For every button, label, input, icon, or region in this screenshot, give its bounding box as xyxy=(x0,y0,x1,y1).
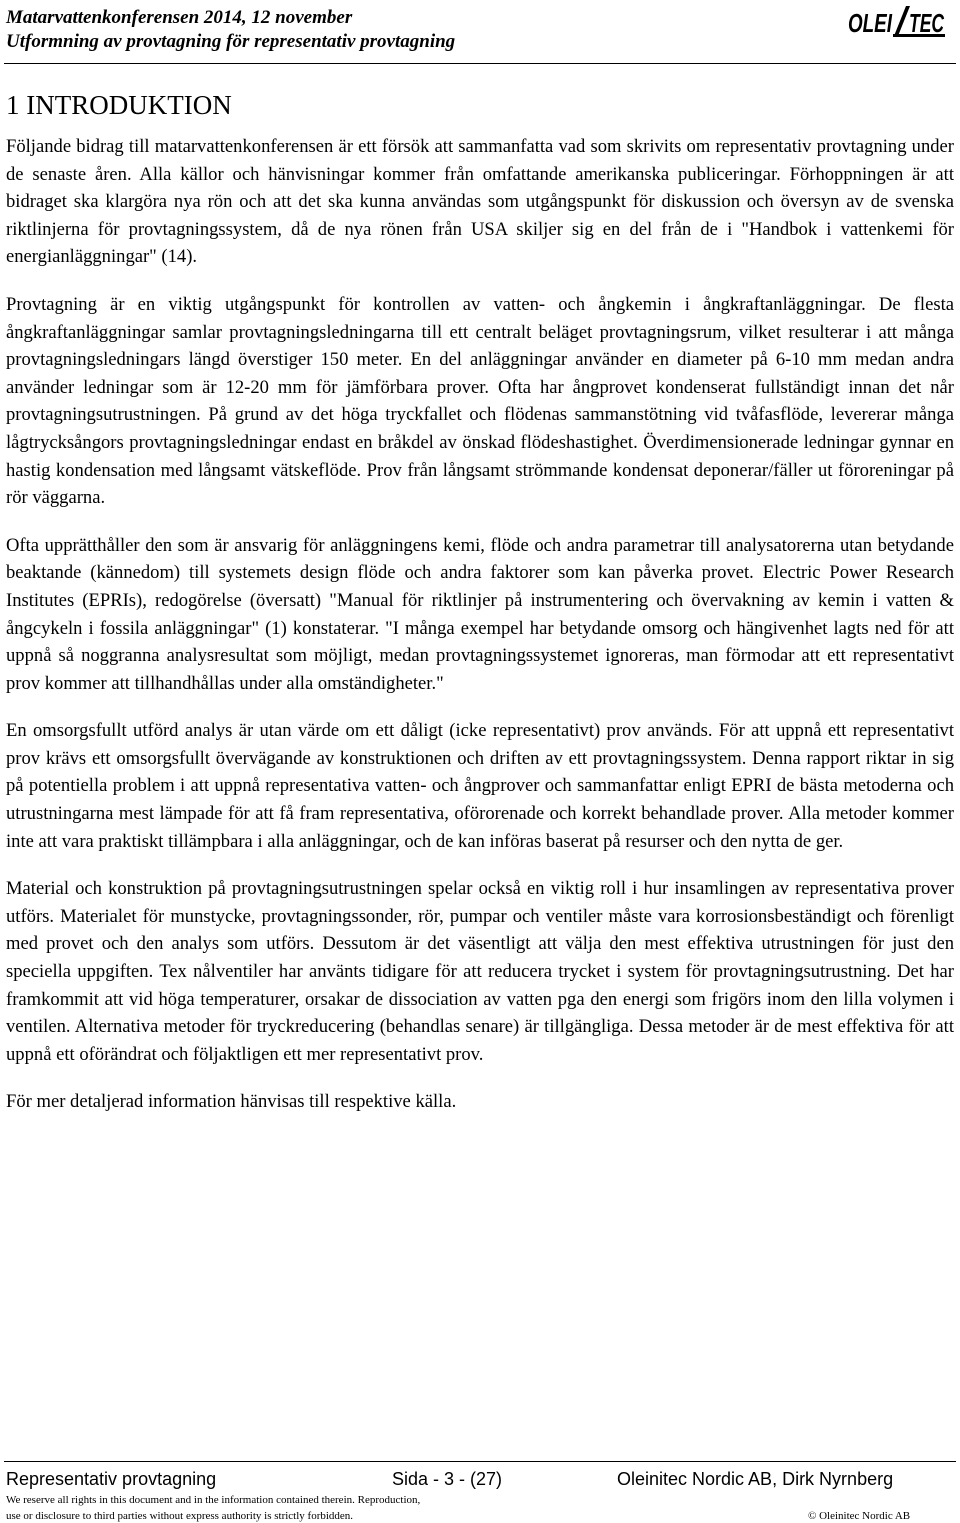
svg-text:TEC: TEC xyxy=(909,8,945,38)
oleinitec-logo xyxy=(846,2,946,40)
paragraph: Provtagning är en viktig utgångspunkt för kontrollen av vatten- och ångkemin i ångkraftanläggningar. De flesta ångkraftanläggningar samlar provtagningsledningarna till ett centralt beläget provtagningsrum, vilket resulterar i att många provtagningsledningars längd överstiger 150 meter. En del anläggningar använder en diameter på 6-10 mm medan andra använder ledningar som är 12-20 mm för jämförbara prover. Ofta har ångprovet kondenserat fullständigt innan det når provtagningsutrustningen. På grund av det höga tryckfallet och flödenas sammanstötning vid tvåfasflöde, levererar många lågtrycksångors provtagningsledningar endast en bråkdel av önskad flödeshastighet. Överdimensionerade ledningar gynnar en hastig kondensation med långsamt vätskeflöde. Prov från långsamt strömmande kondensat deponerar/fäller ut föroreningar på rör väggarna. xyxy=(6,293,954,509)
footer-copyright: © Oleinitec Nordic AB xyxy=(808,1510,911,1522)
paragraph: Följande bidrag till matarvattenkonferensen är ett försök att sammanfatta vad som skrivits om representativ provtagning under de senaste åren. Alla källor och hänvisningar kommer från omfattande amerikanska publiceringar. Förhoppningen är att bidraget ska klargöra nya rön och att det ska kunna användas som utgångspunkt för diskussion och översyn av de svenska riktlinjerna för provtagningssystem, då de nya rönen från USA skiljer sig en del från de i "Handbok i vattenkemi för energianläggningar" (14). xyxy=(6,136,954,268)
paragraph: För mer detaljerad information hänvisas till respektive källa. xyxy=(6,1091,457,1113)
footer-right: Oleinitec Nordic AB, Dirk Nyrnberg xyxy=(617,1469,894,1489)
document-body xyxy=(6,133,954,1136)
footer-rights-line2: use or disclosure to third parties without express authority is strictly forbidden. xyxy=(6,1510,354,1522)
footer-page-number: Sida - 3 - (27) xyxy=(392,1469,503,1489)
footer-left: Representativ provtagning xyxy=(6,1469,217,1489)
paragraph: Ofta upprätthåller den som är ansvarig för anläggningens kemi, flöde och andra parametrar till analysatorerna utan betydande beaktande (kännedom) till systemets design flöde och andra faktorer som kan påverka provet. Electric Power Research Institutes (EPRIs), redogörelse (översatt) "Manual för riktlinjer på instrumentering och övervakning av kemin i vatten & ångcykeln i fossila anläggningar" (1) konstaterar. "I många exempel har betydande omsorg och hängivenhet lagts ned för att uppnå så noggranna analysresultat som möjligt, medan provtagningssystemet ignoreras, man förmodar att ett representativt prov kommer att tillhandhållas under alla omständigheter." xyxy=(6,534,954,694)
section-heading: 1 INTRODUKTION xyxy=(6,90,232,120)
paragraph: En omsorgsfullt utförd analys är utan värde om ett dåligt (icke representativt) prov används. För att uppnå ett representativt prov krävs ett omsorgsfullt övervägande av konstruktionen och driften av ett provtagningssystem. Denna rapport riktar in sig på potentiella problem i att uppnå representativa vatten- och ångprover och sammanfattar enligt EPRI de bästa metoderna och utrustningarna mest lämpade för att få fram representativa, oförorenade och korrekt behandlade prover. Alla metoder kommer inte att vara praktiskt tillämpbara i alla anläggningar, och de kan införas baserat på resurser och den nytta de ger. xyxy=(6,720,954,852)
paragraph: Material och konstruktion på provtagningsutrustningen spelar också en viktig roll i hur insamlingen av representativa prover utförs. Materialet för munstycke, provtagningssonder, rör, pumpar och ventiler måste vara korrosionsbeständigt och förenligt med provet och den analys som utförs. Dessutom är det väsentligt att välja den mest effektiva utrustningen för just den speciella uppgiften. Tex nålventiler har använts tidigare för att reducera trycket i system för provtagningsutrustning. Det har framkommit att vid höga temperaturer, orsakar de dissociation av vatten pga den energi som frigörs inom den lilla volymen i ventilen. Alternativa metoder för tryckreducering (behandlas senare) är tillgängliga. Dessa metoder är de mest effektiva för att uppnå ett oförändrat och följaktligen ett mer representativt prov. xyxy=(6,878,954,1065)
footer-rights-line1: We reserve all rights in this document and in the information contained therein. Reproduction, xyxy=(6,1494,421,1506)
footer-divider xyxy=(4,1461,956,1462)
header-divider xyxy=(4,63,956,64)
page-header xyxy=(6,6,455,54)
header-subtitle: Utformning av provtagning för representativ provtagning xyxy=(6,31,456,52)
svg-text:OLEI: OLEI xyxy=(848,8,893,38)
header-title: Matarvattenkonferensen 2014, 12 november xyxy=(6,7,353,28)
